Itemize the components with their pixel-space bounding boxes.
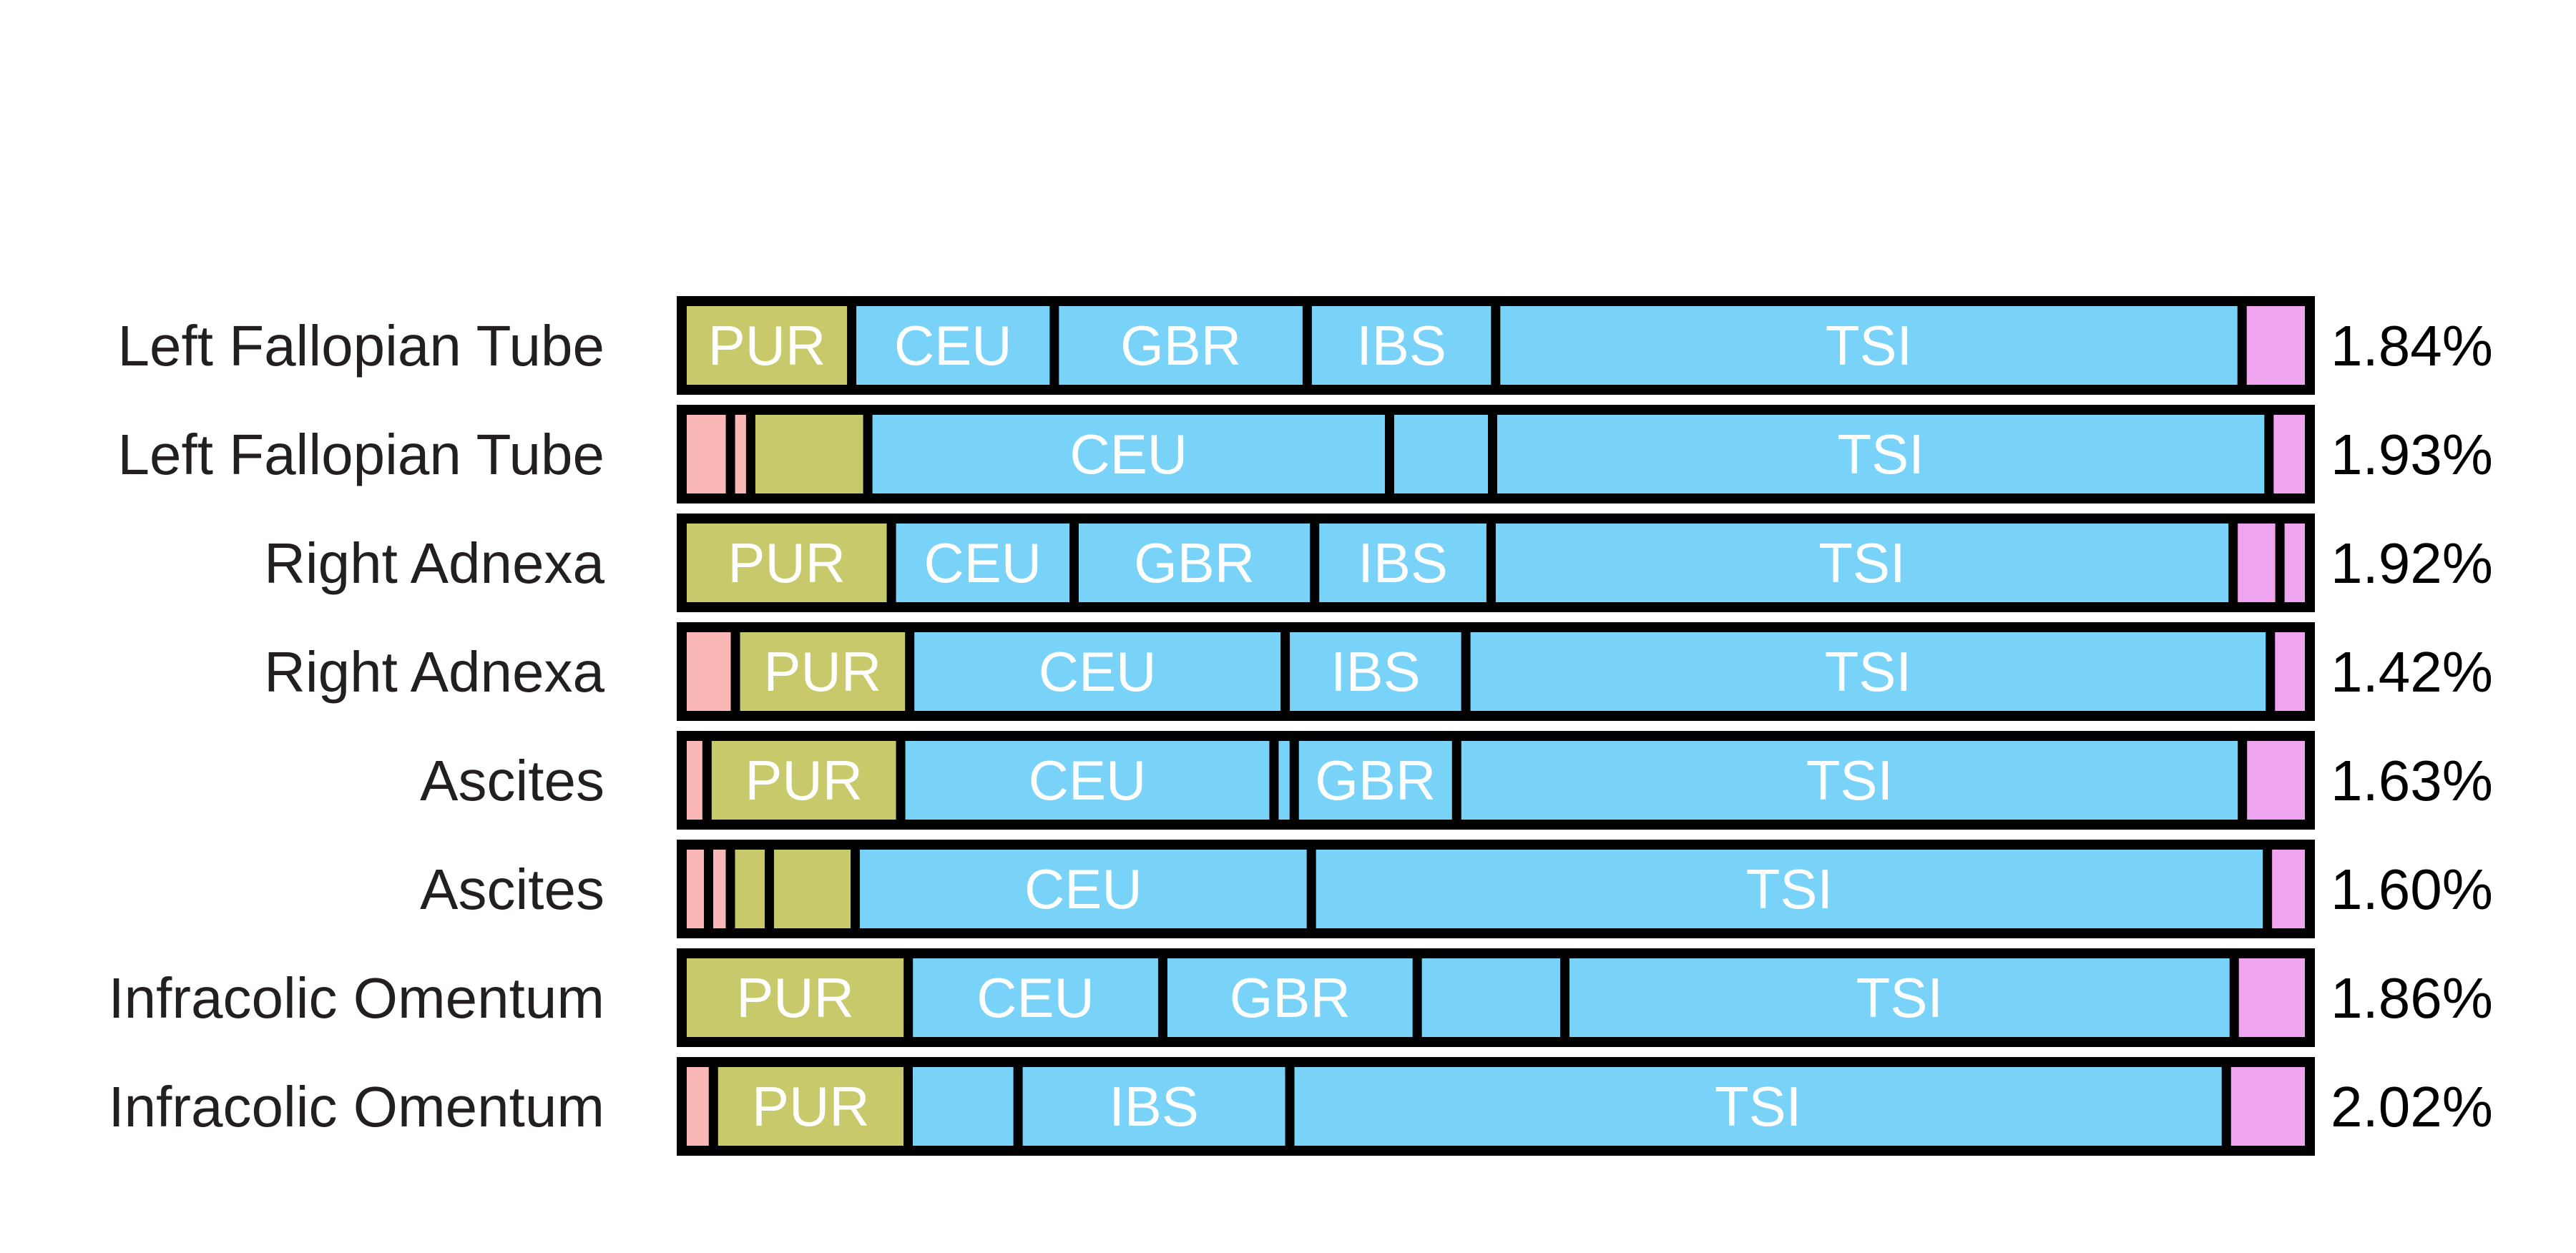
segment-label: PUR	[736, 966, 854, 1029]
bar-segment-pur	[735, 850, 764, 928]
percentage-label: 1.63%	[2331, 749, 2493, 812]
row-label: Left Fallopian Tube	[117, 423, 604, 486]
row-label: Infracolic Omentum	[108, 1075, 604, 1139]
segment-label: GBR	[1120, 314, 1242, 377]
segment-label: TSI	[1824, 640, 1912, 703]
bar-row	[420, 731, 2493, 830]
percentage-label: 1.93%	[2331, 423, 2493, 486]
bar-segment-other	[2247, 741, 2305, 820]
segment-label: CEU	[1024, 858, 1142, 920]
percentage-label: 2.02%	[2331, 1075, 2493, 1139]
segment-label: TSI	[1818, 531, 1906, 594]
bar-segment-ibs	[1422, 958, 1560, 1037]
bar-segment-other	[2247, 306, 2305, 385]
segment-label: TSI	[1837, 423, 1924, 486]
bar-segment-other	[2272, 850, 2305, 928]
segment-label: IBS	[1358, 531, 1448, 594]
bar-segment-ceu-2	[1278, 741, 1289, 820]
segment-label: GBR	[1315, 749, 1436, 812]
percentage-label: 1.86%	[2331, 966, 2493, 1030]
bar-segment-afr	[687, 1067, 709, 1146]
segment-label: PUR	[707, 314, 826, 377]
bar-segment-afr	[687, 632, 731, 711]
bar-segment-other	[2231, 1067, 2305, 1146]
bar-segment-afr-2	[735, 415, 746, 493]
segment-label: GBR	[1229, 966, 1351, 1029]
segment-label: TSI	[1856, 966, 1944, 1029]
segment-label: IBS	[1330, 640, 1421, 703]
segment-label: IBS	[1109, 1075, 1199, 1138]
bar-segment-pur-2	[774, 850, 851, 928]
bar-segment-afr	[687, 741, 702, 820]
segment-label: CEU	[1028, 749, 1147, 812]
bar-segment-ceu	[913, 1067, 1014, 1146]
bar-segment-other	[2239, 958, 2305, 1037]
bar-segment-afr	[687, 415, 726, 493]
segment-label: PUR	[752, 1075, 870, 1138]
row-label: Ascites	[420, 858, 604, 921]
segment-label: CEU	[1038, 640, 1157, 703]
bar-row	[420, 840, 2493, 938]
percentage-label: 1.92%	[2331, 531, 2493, 595]
segment-label: CEU	[1069, 423, 1188, 486]
row-label: Right Adnexa	[264, 531, 604, 595]
segment-label: TSI	[1806, 749, 1894, 812]
segment-label: CEU	[893, 314, 1012, 377]
bar-segment-ibs	[1394, 415, 1488, 493]
bar-segment-other-2	[2285, 524, 2305, 602]
segment-label: PUR	[745, 749, 863, 812]
bar-segment-afr-2	[713, 850, 725, 928]
row-label: Right Adnexa	[264, 640, 604, 704]
segment-label: CEU	[924, 531, 1042, 594]
percentage-label: 1.60%	[2331, 858, 2493, 921]
row-label: Left Fallopian Tube	[117, 314, 604, 378]
segment-label: PUR	[763, 640, 882, 703]
segment-label: IBS	[1356, 314, 1446, 377]
segment-label: GBR	[1134, 531, 1255, 594]
bar-segment-afr	[687, 850, 704, 928]
row-label: Ascites	[420, 749, 604, 812]
segment-label: TSI	[1714, 1075, 1802, 1138]
bar-segment-other	[2238, 524, 2275, 602]
bar-segment-pur	[755, 415, 863, 493]
percentage-label: 1.84%	[2331, 314, 2493, 378]
segment-label: TSI	[1745, 858, 1833, 920]
segment-label: CEU	[976, 966, 1094, 1029]
segment-label: TSI	[1825, 314, 1913, 377]
percentage-label: 1.42%	[2331, 640, 2493, 704]
row-label: Infracolic Omentum	[108, 966, 604, 1030]
bar-segment-other	[2275, 632, 2305, 711]
segment-label: PUR	[728, 531, 846, 594]
bar-segment-other	[2273, 415, 2305, 493]
